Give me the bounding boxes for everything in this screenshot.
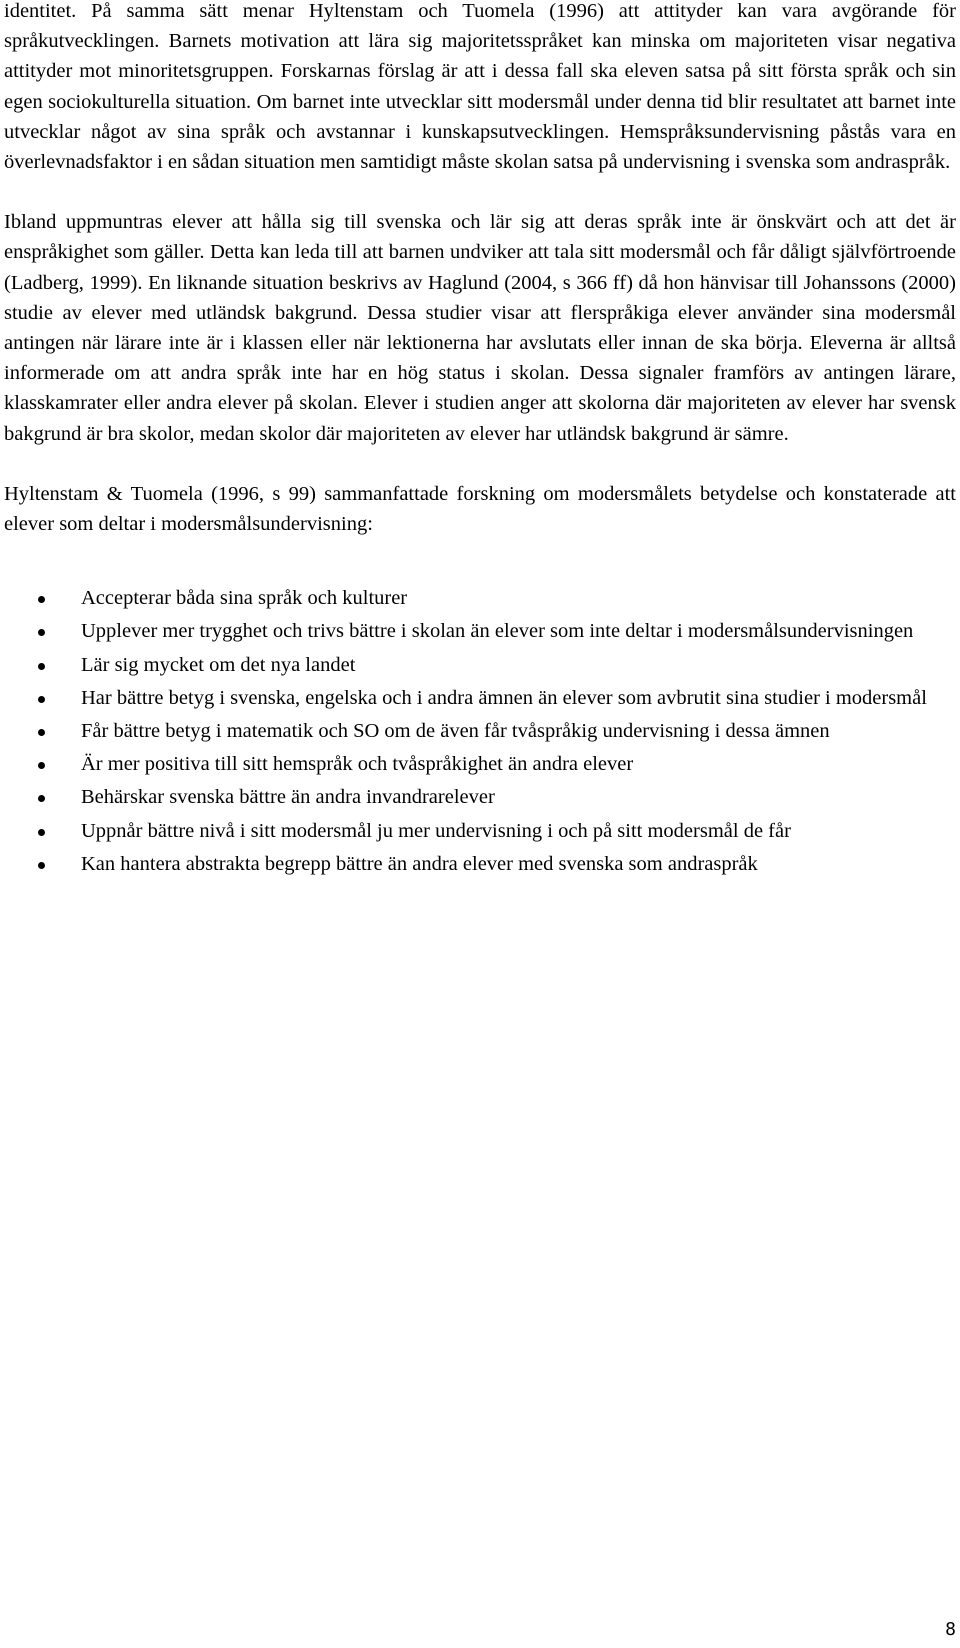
list-item bbox=[4, 616, 956, 646]
bullet-icon bbox=[38, 596, 45, 603]
list-item bbox=[4, 782, 956, 812]
list-item bbox=[4, 749, 956, 779]
list-item-text: Lär sig mycket om det nya landet bbox=[81, 653, 356, 676]
list-item bbox=[4, 683, 956, 713]
list-item bbox=[4, 849, 956, 879]
list-item bbox=[4, 816, 956, 846]
list-item bbox=[4, 716, 956, 746]
list-item-text: Får bättre betyg i matematik och SO om de även får tvåspråkig undervisning i dessa ämnen bbox=[81, 720, 830, 743]
list-item bbox=[4, 650, 956, 680]
bullet-icon bbox=[38, 829, 45, 836]
paragraph-swedish-only: Ibland uppmuntras elever att hålla sig till svenska och lär sig att deras språk inte är önskvärt och att det är enspråkighet som gäller. Detta kan leda till att barnen undviker att tala sitt modersmål och får dåligt självförtroende (Ladberg, 1999). En liknande situation beskrivs av Haglund (2004, s 366 ff) då hon hänvisar till Johanssons (2000) studie av elever med utländsk bakgrund. Dessa studier visar att flerspråkiga elever använder sina modersmål antingen när lärare inte är i klassen eller när lektionerna har avslutats eller innan de ska börja. Eleverna är alltså informerade om att andra språk inte har en hög status i skolan. Dessa signaler framförs av antingen lärare, klasskamrater eller andra elever på skolan. Elever i studien anger att skolorna där majoriteten av elever har svensk bakgrund är bra skolor, medan skolor där majoriteten av elever har utländsk bakgrund är sämre. bbox=[4, 211, 956, 445]
bullet-icon bbox=[38, 729, 45, 736]
list-item-text: Accepterar båda sina språk och kulturer bbox=[81, 587, 408, 610]
bullet-icon bbox=[38, 862, 45, 869]
page-number: 8 bbox=[945, 1619, 956, 1640]
list-item-text: Är mer positiva till sitt hemspråk och tvåspråkighet än andra elever bbox=[81, 753, 634, 776]
paragraph-summary-intro: Hyltenstam & Tuomela (1996, s 99) sammanfattade forskning om modersmålets betydelse och konstaterade att elever som deltar i modersmålsundervisning: bbox=[4, 482, 956, 536]
bullet-icon bbox=[38, 795, 45, 802]
paragraph-attitudes: identitet. På samma sätt menar Hyltenstam och Tuomela (1996) att attityder kan vara avgörande för språkutvecklingen. Barnets motivation att lära sig majoritetsspråket kan minska om majoriteten visar negativa attityder mot minoritetsgruppen. Forskarnas förslag är att i dessa fall ska eleven satsa på sitt första språk och sin egen sociokulturella situation. Om barnet inte utvecklar sitt modersmål under denna tid blir resultatet att barnet inte utvecklar något av sina språk och avstannar i kunskapsutvecklingen. Hemspråksundervisning påstås vara en överlevnadsfaktor i en sådan situation men samtidigt måste skolan satsa på undervisning i svenska som andraspråk. bbox=[4, 0, 956, 174]
list-item bbox=[4, 583, 956, 613]
list-item-text: Uppnår bättre nivå i sitt modersmål ju mer undervisning i och på sitt modersmål de får bbox=[81, 819, 791, 842]
page-content bbox=[4, 0, 956, 882]
bullet-icon bbox=[38, 762, 45, 769]
findings-bullet-list bbox=[4, 583, 956, 879]
list-item-text: Kan hantera abstrakta begrepp bättre än andra elever med svenska som andraspråk bbox=[81, 852, 758, 875]
list-item-text: Behärskar svenska bättre än andra invandrarelever bbox=[81, 786, 495, 809]
bullet-icon bbox=[38, 696, 45, 703]
paragraph-gap bbox=[4, 449, 956, 479]
list-item-text: Upplever mer trygghet och trivs bättre i skolan än elever som inte deltar i modersmålsundervisningen bbox=[81, 620, 914, 643]
bullet-icon bbox=[38, 663, 45, 670]
paragraph-gap bbox=[4, 177, 956, 207]
list-item-text: Har bättre betyg i svenska, engelska och i andra ämnen än elever som avbrutit sina studier i modersmål bbox=[81, 686, 927, 709]
bullet-icon bbox=[38, 629, 45, 636]
